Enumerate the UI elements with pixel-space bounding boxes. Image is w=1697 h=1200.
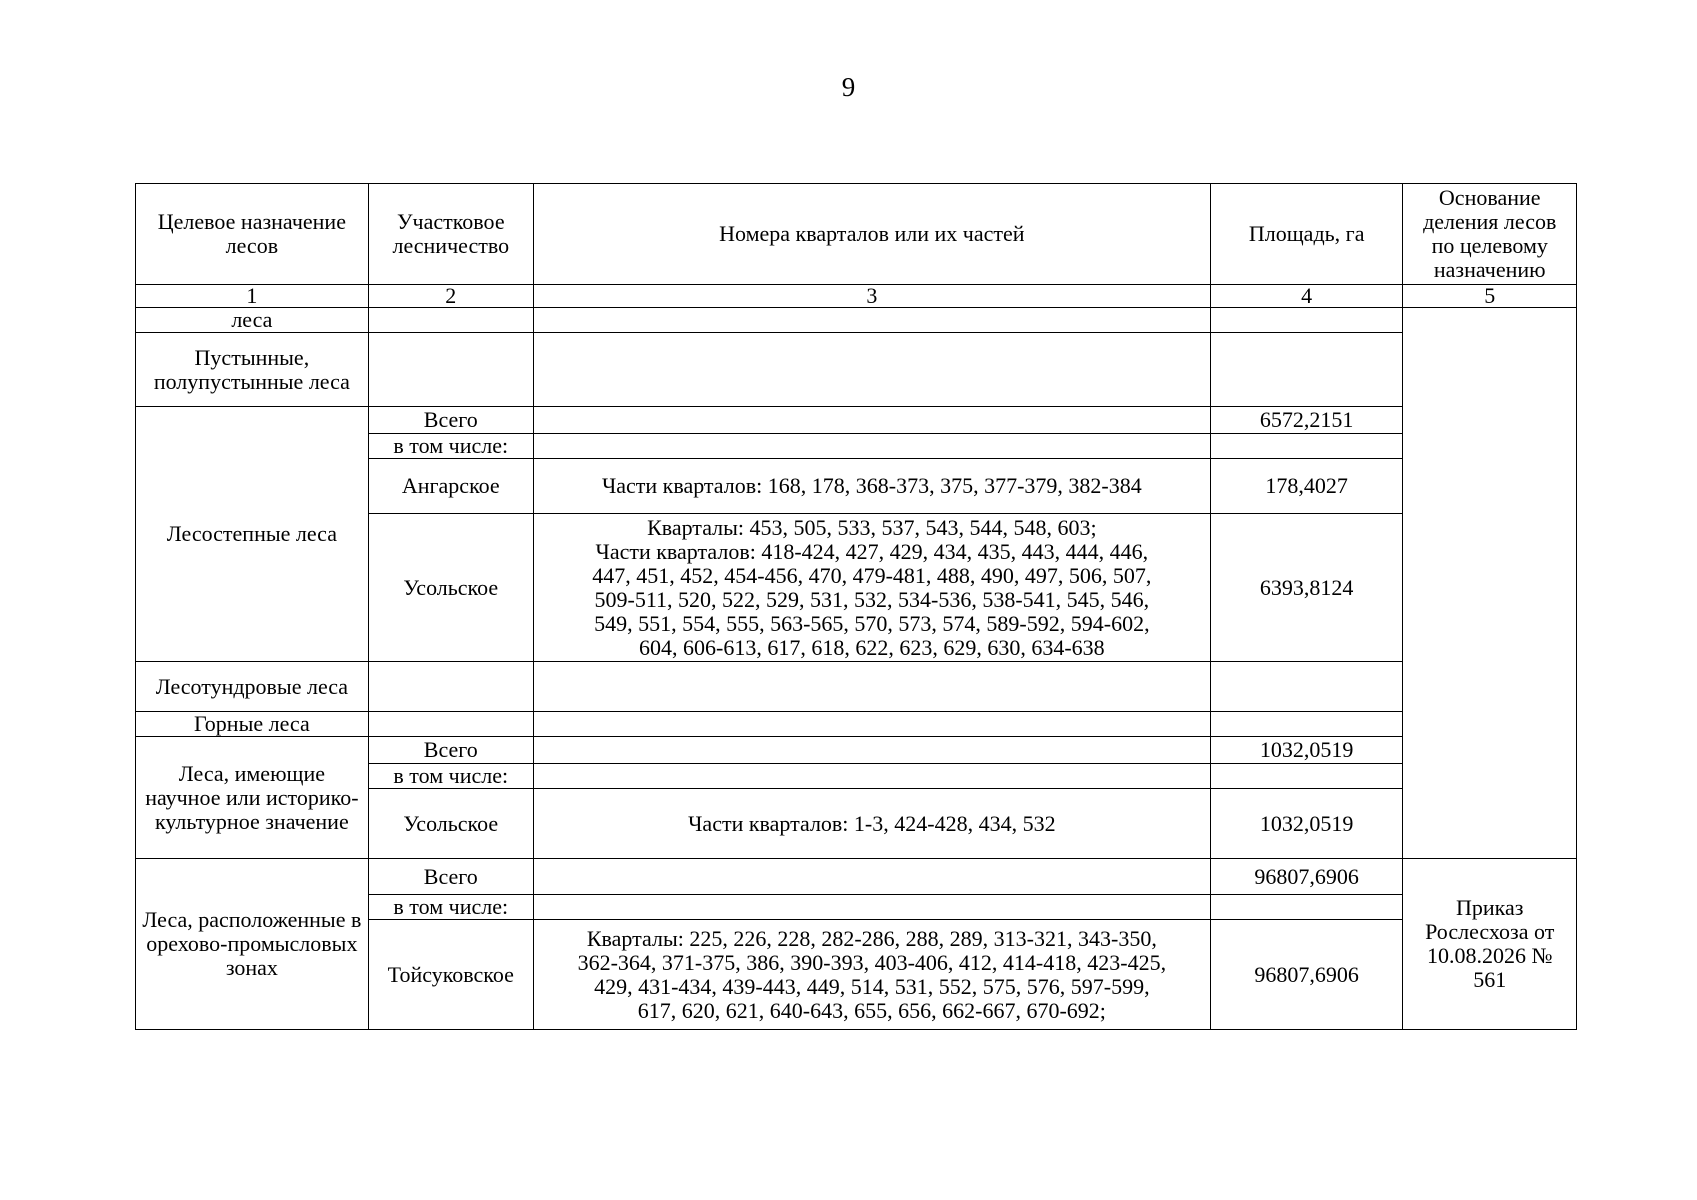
forest-purpose-table xyxy=(135,183,1577,1030)
district-cell xyxy=(368,662,533,712)
area-cell: 6393,8124 xyxy=(1210,514,1403,662)
purpose-cell: Пустынные, полупустынные леса xyxy=(136,333,369,407)
header-basis: Основание деления лесов по целевому назначению xyxy=(1403,184,1577,285)
column-number: 4 xyxy=(1210,285,1403,308)
including-label: в том числе: xyxy=(368,434,533,459)
column-number-row xyxy=(136,285,1577,308)
purpose-cell: Лесотундровые леса xyxy=(136,662,369,712)
purpose-cell: Горные леса xyxy=(136,712,369,737)
basis-cell-empty xyxy=(1403,308,1577,859)
quarters-cell xyxy=(533,859,1210,895)
quarters-cell: Кварталы: 453, 505, 533, 537, 543, 544, 548, 603; Части кварталов: 418-424, 427, 429, 434, 435, 443, 444, 446, 447, 451, 452, 454-456, 470, 479-481, 488, 490, 497, 506, 507, 509-511, 520, 522, 529, 531, 532, 534-536, 538-541, 545, 546, 549, 551, 554, 555, 563-565, 570, 573, 574, 589-592, 594-602, 604, 606-613, 617, 618, 622, 623, 629, 630, 634-638 xyxy=(533,514,1210,662)
table-row xyxy=(136,712,1577,737)
column-number: 1 xyxy=(136,285,369,308)
column-number: 5 xyxy=(1403,285,1577,308)
district-cell: Усольское xyxy=(368,789,533,859)
quarters-cell xyxy=(533,737,1210,764)
district-cell xyxy=(368,333,533,407)
including-label: в том числе: xyxy=(368,895,533,920)
district-cell xyxy=(368,308,533,333)
purpose-cell: Лесостепные леса xyxy=(136,407,369,662)
district-cell xyxy=(368,712,533,737)
table-row xyxy=(136,308,1577,333)
purpose-cell: Леса, расположенные в орехово-промысловых зонах xyxy=(136,859,369,1030)
header-area: Площадь, га xyxy=(1210,184,1403,285)
total-area: 96807,6906 xyxy=(1210,859,1403,895)
table-row xyxy=(136,737,1577,764)
header-row xyxy=(136,184,1577,285)
district-cell: Ангарское xyxy=(368,459,533,514)
table-row xyxy=(136,859,1577,895)
area-cell xyxy=(1210,333,1403,407)
quarters-cell xyxy=(533,662,1210,712)
including-label: в том числе: xyxy=(368,764,533,789)
area-cell: 1032,0519 xyxy=(1210,789,1403,859)
area-cell xyxy=(1210,764,1403,789)
header-quarters: Номера кварталов или их частей xyxy=(533,184,1210,285)
header-district: Участковое лесничество xyxy=(368,184,533,285)
quarters-cell xyxy=(533,764,1210,789)
quarters-cell xyxy=(533,712,1210,737)
quarters-cell: Кварталы: 225, 226, 228, 282-286, 288, 289, 313-321, 343-350, 362-364, 371-375, 386, 390-393, 403-406, 412, 414-418, 423-425, 429, 431-434, 439-443, 449, 514, 531, 552, 575, 576, 597-599, 617, 620, 621, 640-643, 655, 656, 662-667, 670-692; xyxy=(533,920,1210,1030)
column-number: 3 xyxy=(533,285,1210,308)
total-label: Всего xyxy=(368,737,533,764)
table-row xyxy=(136,407,1577,434)
header-purpose: Целевое назначение лесов xyxy=(136,184,369,285)
area-cell xyxy=(1210,308,1403,333)
total-label: Всего xyxy=(368,859,533,895)
area-cell xyxy=(1210,662,1403,712)
quarters-cell: Части кварталов: 168, 178, 368-373, 375, 377-379, 382-384 xyxy=(533,459,1210,514)
quarters-cell: Части кварталов: 1-3, 424-428, 434, 532 xyxy=(533,789,1210,859)
table-row xyxy=(136,662,1577,712)
purpose-cell: леса xyxy=(136,308,369,333)
purpose-cell: Леса, имеющие научное или историко-культурное значение xyxy=(136,737,369,859)
total-area: 1032,0519 xyxy=(1210,737,1403,764)
area-cell: 178,4027 xyxy=(1210,459,1403,514)
quarters-cell xyxy=(533,407,1210,434)
district-cell: Тойсуковское xyxy=(368,920,533,1030)
column-number: 2 xyxy=(368,285,533,308)
area-cell xyxy=(1210,712,1403,737)
table-row xyxy=(136,333,1577,407)
total-label: Всего xyxy=(368,407,533,434)
quarters-cell xyxy=(533,333,1210,407)
total-area: 6572,2151 xyxy=(1210,407,1403,434)
quarters-cell xyxy=(533,434,1210,459)
area-cell xyxy=(1210,434,1403,459)
page-number: 9 xyxy=(841,72,856,102)
area-cell xyxy=(1210,895,1403,920)
basis-cell: Приказ Рослесхоза от 10.08.2026 № 561 xyxy=(1403,859,1577,1030)
quarters-cell xyxy=(533,308,1210,333)
quarters-cell xyxy=(533,895,1210,920)
area-cell: 96807,6906 xyxy=(1210,920,1403,1030)
district-cell: Усольское xyxy=(368,514,533,662)
